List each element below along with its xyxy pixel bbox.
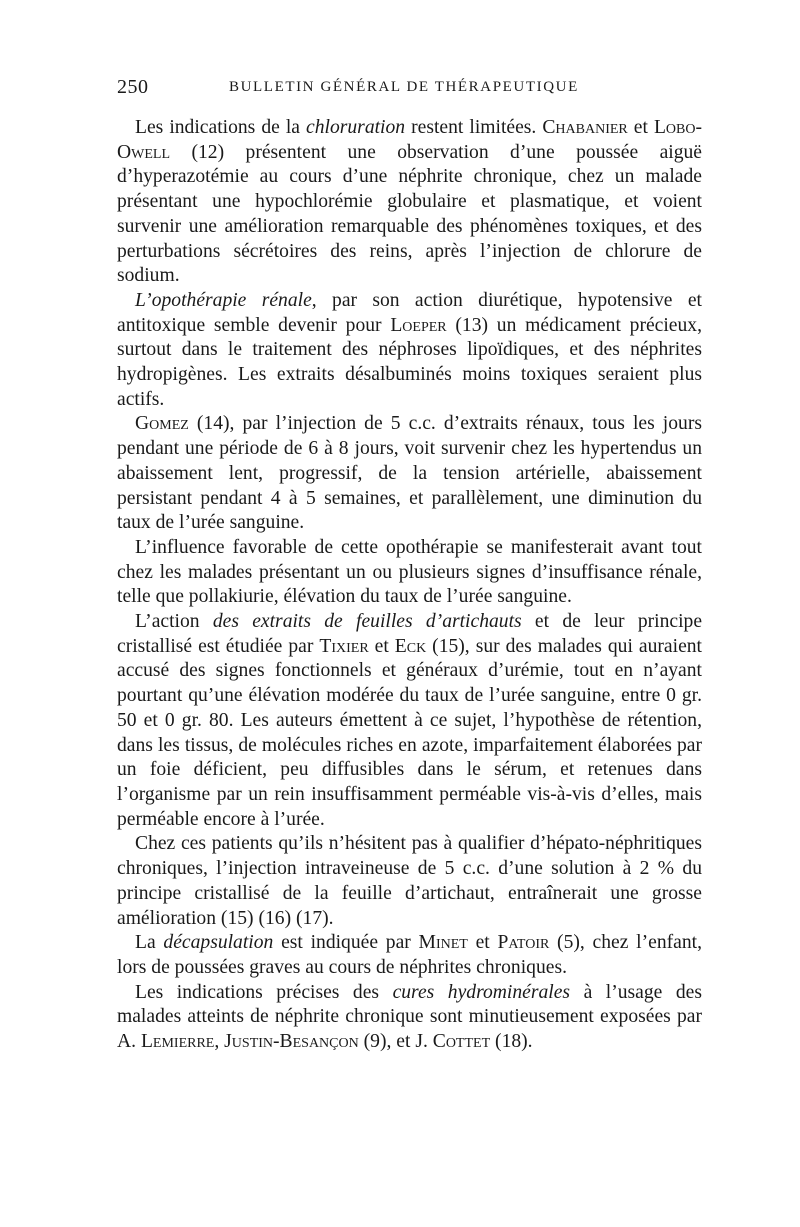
author-name: Lobo-Owell — [117, 117, 703, 163]
text-run: (18). — [490, 1031, 533, 1053]
text-run: (9), et J. — [358, 1031, 433, 1053]
author-name: Chabanier — [542, 117, 628, 138]
paragraph — [117, 832, 702, 931]
paragraph — [117, 931, 702, 980]
author-name: Patoir — [497, 932, 550, 954]
author-name: Minet — [418, 932, 468, 954]
text-run: Les indications de la — [135, 117, 307, 138]
page-number: 250 — [117, 76, 149, 98]
body-text — [117, 116, 702, 1055]
author-name: Lemierre — [140, 1031, 215, 1053]
text-run: (14), par l’injection de 5 c.c. d’extraits rénaux, tous les jours pendant une période de 6 à 8 jours, voit survenir chez les hypertendus un abaissement lent, progressif, de la tension artérielle, abaissement persistant pendant 4 à 5 semaines, et parallèlement, une diminution du taux de l’urée sanguine. — [117, 413, 702, 534]
paragraph — [117, 412, 702, 536]
paragraph — [117, 289, 702, 413]
italic-term: décapsulation — [163, 932, 274, 954]
italic-term: L’opothérapie rénale — [135, 289, 312, 311]
text-run: à l’usage des malades atteints de néphrite chronique sont minutieusement exposées par A. — [117, 981, 703, 1053]
author-name: Justin-Besançon — [224, 1031, 359, 1053]
paragraph — [117, 536, 702, 610]
text-run: et — [368, 635, 395, 657]
text-run: et — [627, 117, 654, 138]
text-run: (5), chez l’enfant, lors de poussées graves au cours de néphrites chroniques. — [117, 932, 702, 978]
italic-term: chloruration — [306, 117, 406, 138]
author-name: Loeper — [390, 314, 447, 336]
text-run: L’action — [135, 611, 213, 633]
text-run: (13) un médicament précieux, surtout dans le traitement des néphroses lipoïdiques, et des néphrites hydropigènes. Les extraits désalbuminés moins toxiques seraient plus actifs. — [117, 314, 702, 410]
running-title: BULLETIN GÉNÉRAL DE THÉRAPEUTIQUE — [229, 79, 579, 95]
text-run: (12) présentent une observation d’une poussée aiguë d’hyperazotémie au cours d’une néphrite chronique, chez un malade présentant une hypochlorémie globulaire et plasmatique, et voient survenir une amélioration remarquable des phénomènes toxiques, et des perturbations sécrétoires des reins, après l’injection de chlorure de sodium. — [117, 141, 702, 287]
text-run: Chez ces patients qu’ils n’hésitent pas à qualifier d’hépato-néphritiques chroniques, l’injection intraveineuse de 5 c.c. d’une solution à 2 % du principe cristallisé de la feuille d’artichaut, entraînerait une grosse amélioration (15) (16) (17). — [117, 833, 702, 929]
text-run: La — [135, 932, 164, 954]
text-run: est indiquée par — [273, 932, 419, 954]
text-run: (15), sur des malades qui auraient accusé des signes fonctionnels et généraux d’urémie, tout en n’ayant pourtant qu’une élévation modérée du taux de l’urée sanguine, entre 0 gr. 50 et 0 gr. 80. Les auteurs émettent à ce sujet, l’hypothèse de rétention, dans les tissus, de molécules riches en azote, imparfaitement élaborées par un foie déficient, peu diffusibles dans le sérum, et retenues dans l’organisme par un rein insuffisamment perméable vis-à-vis d’elles, mais perméable encore à l’urée. — [117, 635, 702, 830]
page-header — [117, 76, 702, 100]
author-name: Gomez — [135, 413, 189, 435]
paragraph — [117, 116, 702, 289]
italic-term: cures hydrominérales — [392, 981, 571, 1003]
text-run: et — [467, 932, 498, 954]
paragraph — [117, 610, 702, 832]
author-name: Cottet — [432, 1031, 491, 1053]
text-run: , par son action diurétique, hypotensive et antitoxique semble devenir pour — [117, 289, 702, 336]
paragraph — [117, 981, 702, 1055]
text-run: Les indications précises des — [135, 981, 393, 1003]
text-run: et de leur principe cristallisé est étudiée par — [117, 611, 703, 657]
author-name: Eck — [394, 635, 427, 657]
author-name: Tixier — [319, 635, 369, 657]
italic-term: des extraits de feuilles d’artichauts — [212, 611, 522, 633]
text-run: restent limitées. — [405, 117, 543, 138]
text-run: , — [214, 1031, 225, 1053]
text-run: L’influence favorable de cette opothérapie se manifesterait avant tout chez les malades présentant un ou plusieurs signes d’insuffisance rénale, telle que pollakiurie, élévation du taux de l’urée sanguine. — [117, 536, 702, 608]
